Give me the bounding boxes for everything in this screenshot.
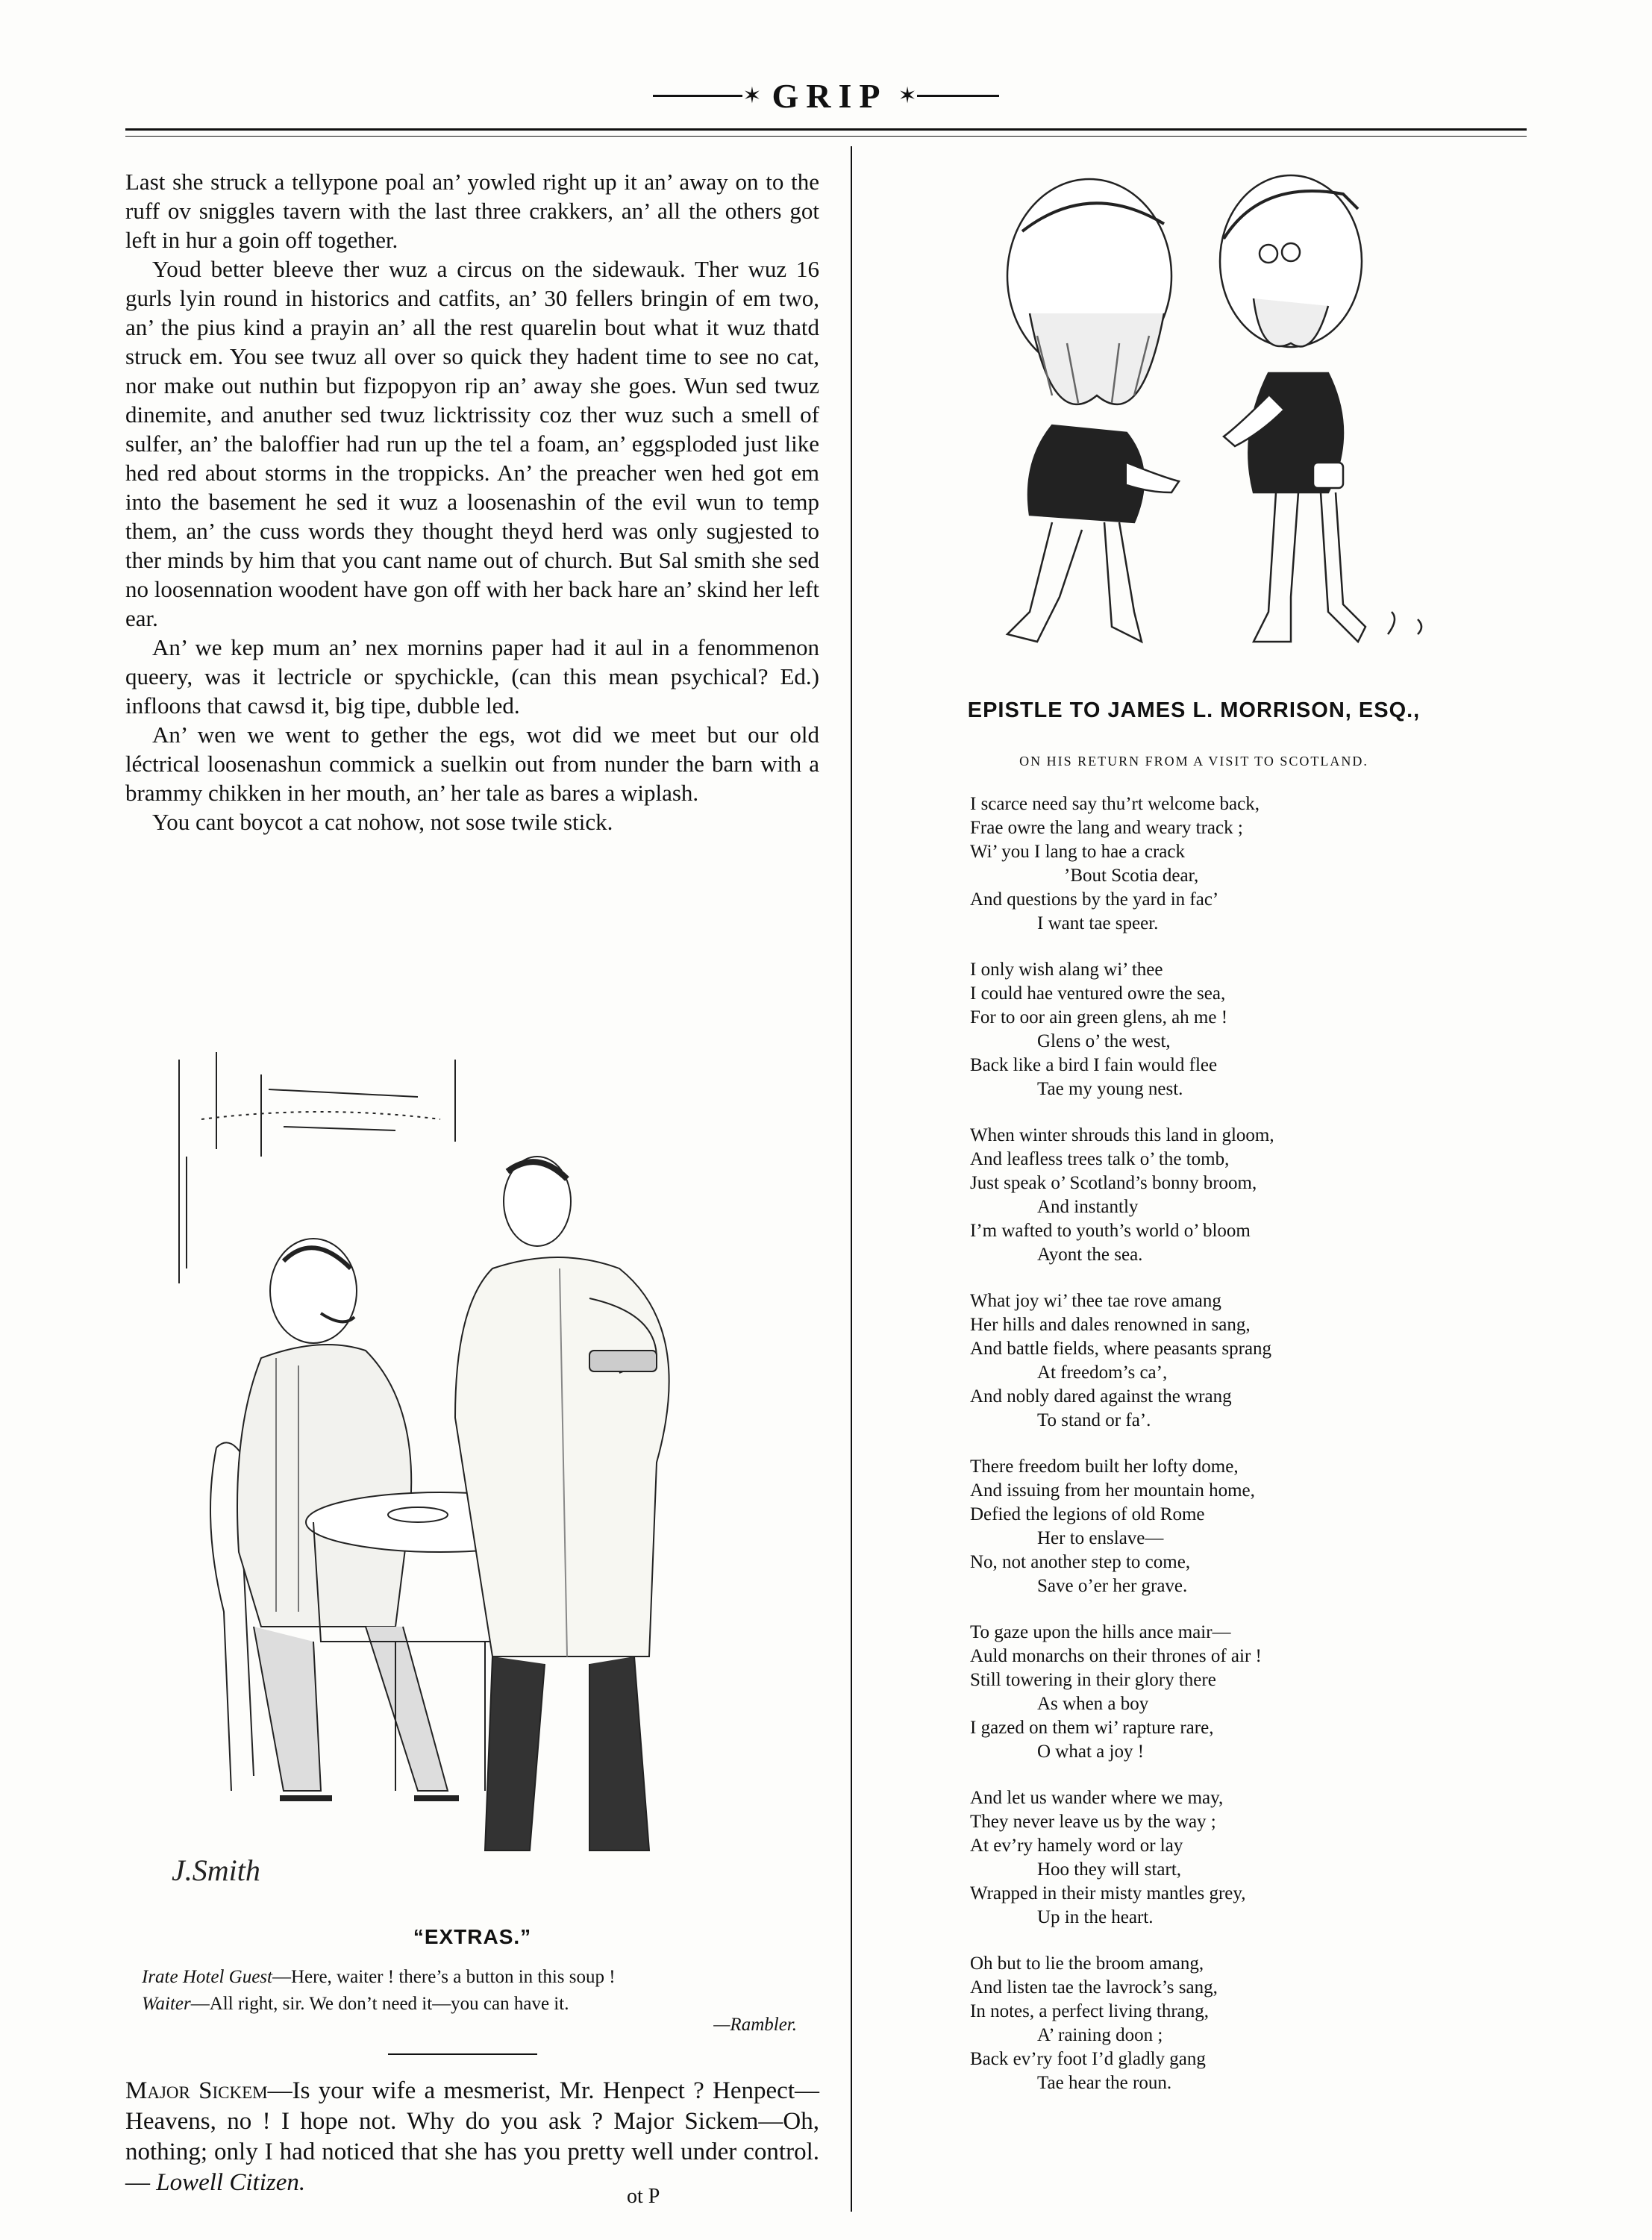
cartoon-credit: —Rambler. [713,2015,797,2035]
poem-line: To stand or fa’. [1037,1410,1151,1430]
poem-line: When winter shrouds this land in gloom, [970,1125,1274,1145]
poem-line: There freedom built her lofty dome, [970,1457,1239,1477]
poem-line: And battle fields, where peasants sprang [970,1339,1272,1359]
poem-line: Her to enslave— [1037,1528,1164,1548]
poem-line: For to oor ain green glens, ah me ! [970,1007,1228,1027]
poem-line: And let us wander where we may, [970,1788,1224,1808]
epistle-subtitle: ON HIS RETURN FROM A VISIT TO SCOTLAND. [1019,754,1368,769]
joke-source: Lowell Citizen. [156,2169,306,2196]
poem-line: O what a joy ! [1037,1742,1145,1762]
poem-stanza [970,1289,1507,1433]
poem-stanza [970,1952,1507,2095]
poem-line: Ayont the sea. [1037,1245,1143,1265]
poem-line: Auld monarchs on their thrones of air ! [970,1646,1262,1666]
poem-line: Defied the legions of old Rome [970,1504,1205,1524]
header-rule-bottom [125,136,1527,137]
poem-line: They never leave us by the way ; [970,1812,1216,1832]
poem-stanza [970,1455,1507,1598]
joke-lead: Major Sickem [125,2077,268,2104]
poem-line: Wi’ you I lang to hae a crack [970,842,1185,862]
poem-line: No, not another step to come, [970,1552,1191,1572]
masthead-ornament-right: ✶ [898,83,917,108]
poem-line: I could hae ventured owre the sea, [970,983,1226,1004]
column-divider [851,146,852,2212]
cartoon-guest-and-waiter [172,1045,821,1895]
poem-line: And instantly [1037,1197,1139,1217]
masthead-ornament-left: ✶ [742,83,762,108]
dialogue-text: —All right, sir. We don’t need it—you can have it. [190,1994,569,2014]
poem-line: At ev’ry hamely word or lay [970,1836,1183,1856]
masthead-right-rule [917,95,999,97]
poem-line: In notes, a perfect living thrang, [970,2001,1210,2021]
poem-line: Just speak o’ Scotland’s bonny broom, [970,1173,1257,1193]
poem-line: I only wish alang wi’ thee [970,960,1163,980]
poem-line: Back like a bird I fain would flee [970,1055,1218,1075]
article-paragraph: An’ we kep mum an’ nex mornins paper had it aul in a fenommenon queery, was it lectricle or spychickle, (can this mean psychical? Ed.) infloons that cawsd it, big tipe, dubble led. [125,634,819,719]
poem-line: Glens o’ the west, [1037,1031,1171,1051]
caricature-two-gentlemen [940,149,1477,694]
dialogue-speaker: Irate Hotel Guest [142,1967,272,1987]
article-paragraph: An’ wen we went to gether the egs, wot did we meet but our old léctrical loosenashun commick a suelkin out from nunder the barn with a brammy chikken in her mouth, an’ her tale as bares a wiplash. [125,722,819,806]
cartoon-dialogue [142,1964,813,2018]
poem-line: Hoo they will start, [1037,1859,1182,1880]
poem-line: Still towering in their glory there [970,1670,1216,1690]
poem-stanza [970,792,1507,936]
poem-line: As when a boy [1037,1694,1149,1714]
poem-line: I want tae speer. [1037,913,1159,933]
poem-line: What joy wi’ thee tae rove amang [970,1291,1221,1311]
poem-stanza [970,1786,1507,1930]
poem [970,792,1507,2118]
masthead-title: GRIP [772,76,888,115]
header-rule-top [125,128,1527,131]
article-paragraph: Youd better bleeve ther wuz a circus on the sidewauk. Ther wuz 16 gurls lyin round in historics and catfits, an’ 30 fellers bringin of em two, an’ the pius kind a prayin an’ all the rest quarelin bout what it wuz thatd struck em. You see twuz all over so quick they hadent time to see no cat, nor make out nuthin but fizpopyon rip an’ away she goes. Wun sed twuz dinemite, and anuther sed twuz licktrissity coz ther wuz such a smell of sulfer, an’ the baloffier had run up the tel a foam, an’ eggsploded just like hed red about storms in the troppicks. An’ the preacher wen hed got em into the basement he sed it wuz a loosenashin of the evil wun to temp them, an’ the cuss words they thought theyd herd was only sugjested to ther minds by him that you cant name out of church. But Sal smith she sed no loosennation woodent have gon off with her back hare an’ skind her left ear. [125,256,819,631]
poem-line: Wrapped in their misty mantles grey, [970,1883,1246,1903]
article-body [125,167,819,836]
poem-line: And questions by the yard in fac’ [970,889,1219,910]
dialogue-speaker: Waiter [142,1994,191,2014]
epistle-title: EPISTLE TO JAMES L. MORRISON, ESQ., [967,698,1421,722]
cartoon-title: “EXTRAS.” [413,1925,532,1948]
poem-line: And issuing from her mountain home, [970,1480,1255,1501]
poem-line: At freedom’s ca’, [1037,1363,1168,1383]
poem-line: And listen tae the lavrock’s sang, [970,1977,1218,1997]
poem-line: I scarce need say thu’rt welcome back, [970,794,1260,814]
poem-line: And leafless trees talk o’ the tomb, [970,1149,1230,1169]
poem-line: Tae my young nest. [1037,1079,1183,1099]
poem-line: I gazed on them wi’ rapture rare, [970,1718,1214,1738]
poem-line: And nobly dared against the wrang [970,1386,1232,1407]
joke-paragraph [125,2076,819,2198]
section-divider [388,2053,537,2055]
masthead [0,73,1652,118]
article-paragraph: You cant boycot a cat nohow, not sose twile stick. [152,809,613,835]
poem-stanza [970,1124,1507,1267]
masthead-left-rule [653,95,742,97]
poem-line: Tae hear the roun. [1037,2073,1172,2093]
cartoon-signature: J.Smith [172,1853,260,1887]
poem-line: ’Bout Scotia dear, [1064,866,1199,886]
poem-line: Back ev’ry foot I’d gladly gang [970,2049,1206,2069]
poem-line: Her hills and dales renowned in sang, [970,1315,1251,1335]
folio-mark: ot P [627,2185,660,2208]
poem-line: Save o’er her grave. [1037,1576,1188,1596]
dialogue-text: —Here, waiter ! there’s a button in this soup ! [272,1967,616,1987]
poem-line: Frae owre the lang and weary track ; [970,818,1243,838]
poem-line: Up in the heart. [1037,1907,1154,1927]
poem-line: I’m wafted to youth’s world o’ bloom [970,1221,1251,1241]
article-paragraph: Last she struck a tellypone poal an’ yowled right up it an’ away on to the ruff ov sniggles tavern with the last three crakkers, an’ all the others got left in hur a goin off together. [125,169,819,253]
poem-line: To gaze upon the hills ance mair— [970,1622,1231,1642]
poem-line: A’ raining doon ; [1037,2025,1163,2045]
poem-stanza [970,1621,1507,1764]
poem-line: Oh but to lie the broom amang, [970,1953,1204,1974]
poem-stanza [970,958,1507,1101]
joke-text: —Is your wife a mesmerist, Mr. Henpect ? Henpect—Heavens, no ! I hope not. Why do you ask ? Major Sickem—Oh, nothing; only I had noticed that she has you pretty well under control.— [125,2077,819,2196]
